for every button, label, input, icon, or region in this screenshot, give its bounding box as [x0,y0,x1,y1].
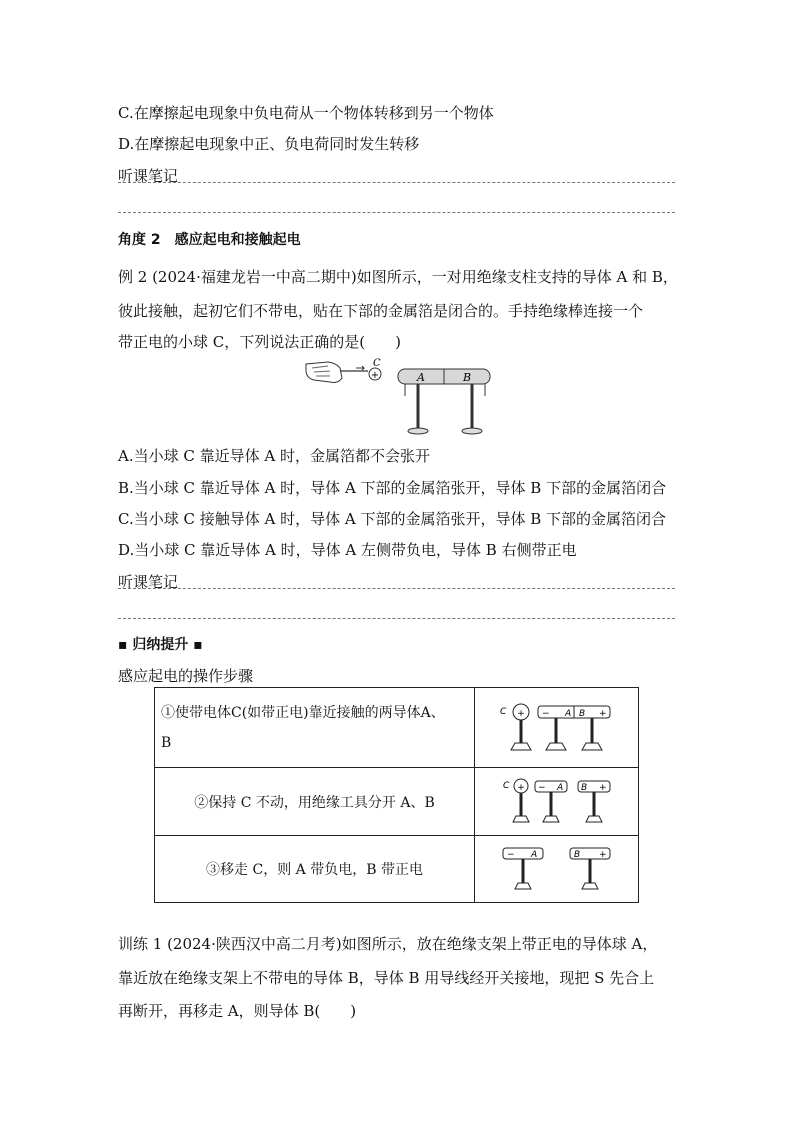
option-d: D.当小球 C 靠近导体 A 时，导体 A 左侧带负电，导体 B 右侧带正电 [118,541,577,559]
step-text [155,688,475,768]
fig-label-a: A [557,783,564,793]
note-line [118,618,675,619]
step-figure [475,768,639,836]
example2-line1: 例 2 (2024·福建龙岩一中高二期中)如图所示，一对用绝缘支柱支持的导体 A 和 B， [118,268,678,286]
ball-c-plus: + [370,370,380,381]
example2-figure [300,356,500,438]
fig-minus: − [542,709,550,719]
note-line [118,182,675,183]
fig-minus: − [538,783,546,793]
conductor-b-label: B [462,371,472,384]
fig-plus: + [517,783,525,793]
training1-line2: 靠近放在绝缘支架上不带电的导体 B，导体 B 用导线经开关接地，现把 S 先合上 [118,969,655,987]
fig-label-c: C [503,781,510,791]
arrow-icon [356,366,364,370]
option-b: B.当小球 C 靠近导体 A 时，导体 A 下部的金属箔张开，导体 B 下部的金属箔闭合 [118,479,667,497]
fig-plus: + [599,850,607,860]
fig-plus: + [599,783,607,793]
step3-text: ③移走 C，则 A 带负电，B 带正电 [155,836,475,903]
section-heading: 角度 2 感应起电和接触起电 [118,232,301,248]
notes-label: 听课笔记 [118,167,179,185]
step-row [155,768,639,836]
fig-label-b: B [581,783,588,793]
hand-icon [306,362,342,383]
step-row [155,688,639,768]
step1-line1: ①使带电体C(如带正电)靠近接触的两导体A、 [161,704,445,721]
note-line [118,588,675,589]
ball-c-label: C [373,358,381,369]
step1-diagram [475,688,638,763]
step-row [155,836,639,903]
note-line [118,212,675,213]
option-c: C.当小球 C 接触导体 A 时，导体 A 下部的金属箔张开，导体 B 下部的金属箔闭合 [118,510,667,528]
example2-line3: 带正电的小球 C，下列说法正确的是( ) [118,333,401,351]
summary-title: 感应起电的操作步骤 [118,667,254,685]
notes-label: 听课笔记 [118,573,179,591]
step-figure [475,688,639,768]
stand-b-base [462,428,482,434]
fig-plus: + [599,709,607,719]
stand-a-base [408,428,428,434]
fig-label-b: B [579,709,586,719]
fig-label-a: A [531,850,538,860]
option-d-prev: D.在摩擦起电现象中正、负电荷同时发生转移 [118,135,420,153]
step1-line2: B [161,734,172,751]
fig-minus: − [507,850,515,860]
fig-plus: + [517,709,525,719]
fig-label-b: B [574,850,581,860]
fig-label-a: A [565,709,572,719]
steps-table [154,687,639,903]
summary-badge: ▪ 归纳提升 ▪ [118,637,203,653]
option-a: A.当小球 C 靠近导体 A 时，金属箔都不会张开 [118,447,430,465]
step-figure [475,836,639,903]
step3-diagram [475,836,638,898]
training1-line3: 再断开，再移走 A，则导体 B( ) [118,1002,357,1020]
training1-line1: 训练 1 (2024·陕西汉中高二月考)如图所示，放在绝缘支架上带正电的导体球 A， [118,935,658,953]
example2-line2: 彼此接触，起初它们不带电，贴在下部的金属箔是闭合的。手持绝缘棒连接一个 [118,302,644,320]
step2-diagram [475,768,638,831]
conductor-a-label: A [417,371,425,384]
step2-text: ②保持 C 不动，用绝缘工具分开 A、B [155,768,475,836]
option-c-prev: C.在摩擦起电现象中负电荷从一个物体转移到另一个物体 [118,104,494,122]
fig-label-c: C [500,707,507,717]
